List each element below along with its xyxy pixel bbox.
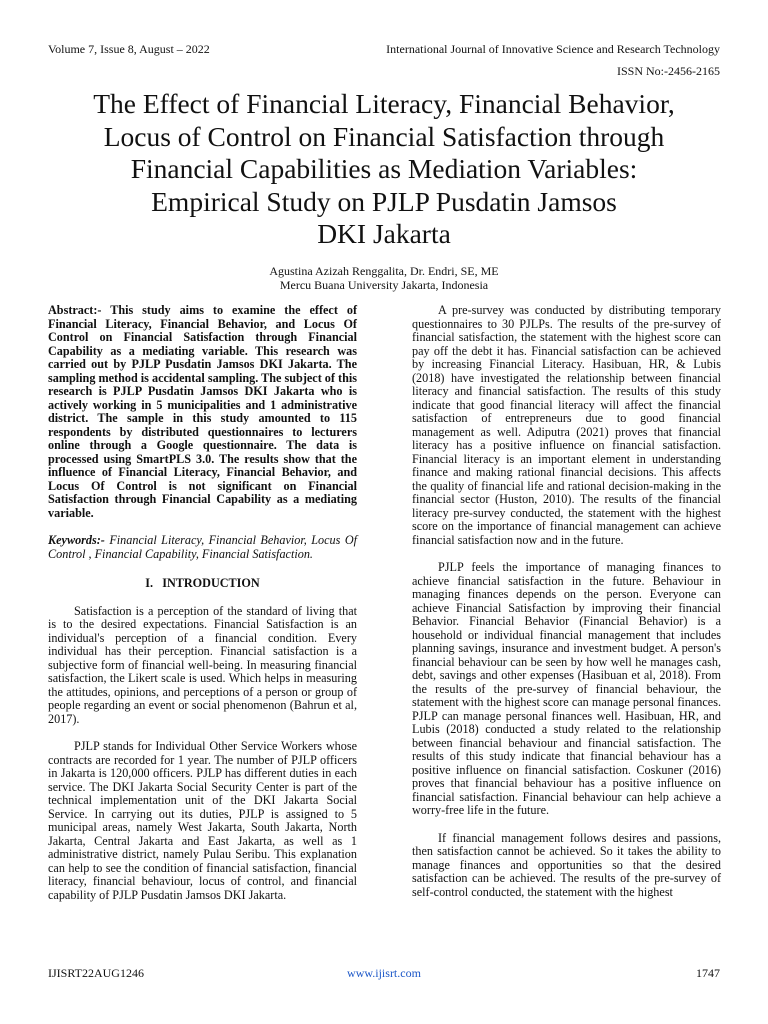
keywords-label: Keywords:- <box>48 533 105 547</box>
title-line: Financial Capabilities as Mediation Variables: <box>130 153 638 184</box>
left-column <box>48 304 357 902</box>
keywords-text: Financial Literacy, Financial Behavior, Locus Of Control , Financial Capability, Financial Satisfaction. <box>48 533 358 561</box>
body-paragraph: PJLP stands for Individual Other Service Workers whose contracts are recorded for 1 year. The number of PJLP officers in Jakarta is 120,000 officers. PJLP has different duties in each service. The DKI Jakarta Social Security Center is part of the technical implementation unit of the DKI Jakarta Social Service. In carrying out its duties, PJLP is assigned to 5 municipal areas, namely West Jakarta, South Jakarta, North Jakarta, Central Jakarta and East Jakarta, as well as 1 administrative district, namely Pulau Seribu. This explanation can help to see the condition of financial satisfaction, financial literacy, financial behaviour, locus of control, and financial capability of PJLP Pusdatin Jamsos DKI Jakarta. <box>48 739 357 902</box>
right-column <box>412 304 721 899</box>
title-line: Locus of Control on Financial Satisfaction through <box>103 120 665 152</box>
volume-issue: Volume 7, Issue 8, August – 2022 <box>48 42 210 56</box>
website-link[interactable]: www.ijisrt.com <box>347 966 421 980</box>
body-paragraph: If financial management follows desires and passions, then satisfaction cannot be achieved. So it takes the ability to manage finances and opportunities so that the desired satisfaction can be achieved. The results of the pre-survey of self-control conducted, the statement with the highest <box>412 830 721 899</box>
section-heading: I. INTRODUCTION <box>145 576 260 590</box>
paper-code: IJISRT22AUG1246 <box>48 966 144 980</box>
keywords <box>48 534 357 561</box>
body-paragraph: A pre-survey was conducted by distributing temporary questionnaires to 30 PJLPs. The results of the pre-survey of financial satisfaction, the statement with the highest score can pay off the debt it has. Financial satisfaction can be achieved by increasing Financial Literacy. Hasibuan, HR, & Lubis (2018) have investigated the relationship between financial literacy and financial satisfaction. The results of this study indicate that good financial literacy will affect the financial satisfaction of entrepreneurs due to good financial management as well. Adiputra (2021) proves that financial literacy has a positive influence on financial satisfaction. Financial literacy is an important element in understanding finance and making rational financial decisions. This affects the quality of financial life and rational decision-making in the financial sector (Huston, 2010). The results of the financial literacy pre-survey conducted, the statement with the highest score on the importance of financial management can achieve financial satisfaction now and in the future. <box>412 303 721 547</box>
journal-name: International Journal of Innovative Science and Research Technology <box>386 42 720 56</box>
page-number: 1747 <box>696 966 720 980</box>
affiliation: Mercu Buana University Jakarta, Indonesia <box>279 278 489 292</box>
title-line: Empirical Study on PJLP Pusdatin Jamsos <box>151 185 617 217</box>
body-paragraph: Satisfaction is a perception of the standard of living that is to the desired expectations. Financial Satisfaction is an individual's perception of a financial condition. Every individual has their perception. Financial satisfaction is a subjective form of financial well-being. In measuring financial satisfaction, the Likert scale is used. Which helps in measuring the attitudes, opinions, and perceptions of a person or group of people regarding an event or social phenomenon (Bahrun et al, 2017). <box>48 603 357 726</box>
abstract: Abstract:- This study aims to examine the effect of Financial Literacy, Financial Behavior, and Locus Of Control on Financial Satisfaction through Financial Capability as a mediating variable. This research was carried out by PJLP Pusdatin Jamsos DKI Jakarta. The sampling method is accidental sampling. The subject of this research is PJLP Pusdatin Jamsos DKI Jakarta who is actively working in 5 municipalities and 1 administrative district. The sample in this study amounted to 115 respondents by distributed questionnaires to lecturers online through a Google questionnaire. The data is processed using SmartPLS 3.0. The results show that the influence of Financial Literacy, Financial Behavior, and Locus Of Control is not significant on Financial Satisfaction through Financial Capability as a mediating variable. <box>48 303 357 520</box>
authors: Agustina Azizah Renggalita, Dr. Endri, SE, ME <box>269 264 499 278</box>
body-paragraph: PJLP feels the importance of managing finances to achieve financial satisfaction in the future. Behaviour in managing finances depends on the person. Everyone can achieve Financial Satisfaction by improving their financial Behavior. Financial Behavior (Financial Behavior) is a household or individual financial management that includes planning savings, insurance and investment budget. A person's financial behaviour can be seen by how well he manages cash, debt, savings and other expenses (Hasibuan et al, 2018). From the results of the pre-survey of financial behaviour, the statement with the highest score can manage personal finances. PJLP can manage personal finances well. Hasibuan, HR, and Lubis (2018) conducted a study related to the relationship between financial behaviour and financial satisfaction. The results of this study indicate that financial behaviour has a positive influence on financial satisfaction. Coskuner (2016) proves that financial behaviour has a positive influence on financial satisfaction. Financial behaviour can help achieve a worry-free life in the future. <box>412 560 721 817</box>
issn-number: ISSN No:-2456-2165 <box>616 64 720 78</box>
title-line: The Effect of Financial Literacy, Financial Behavior, <box>93 88 675 119</box>
title-line: DKI Jakarta <box>317 218 451 249</box>
paper-title <box>40 88 728 251</box>
